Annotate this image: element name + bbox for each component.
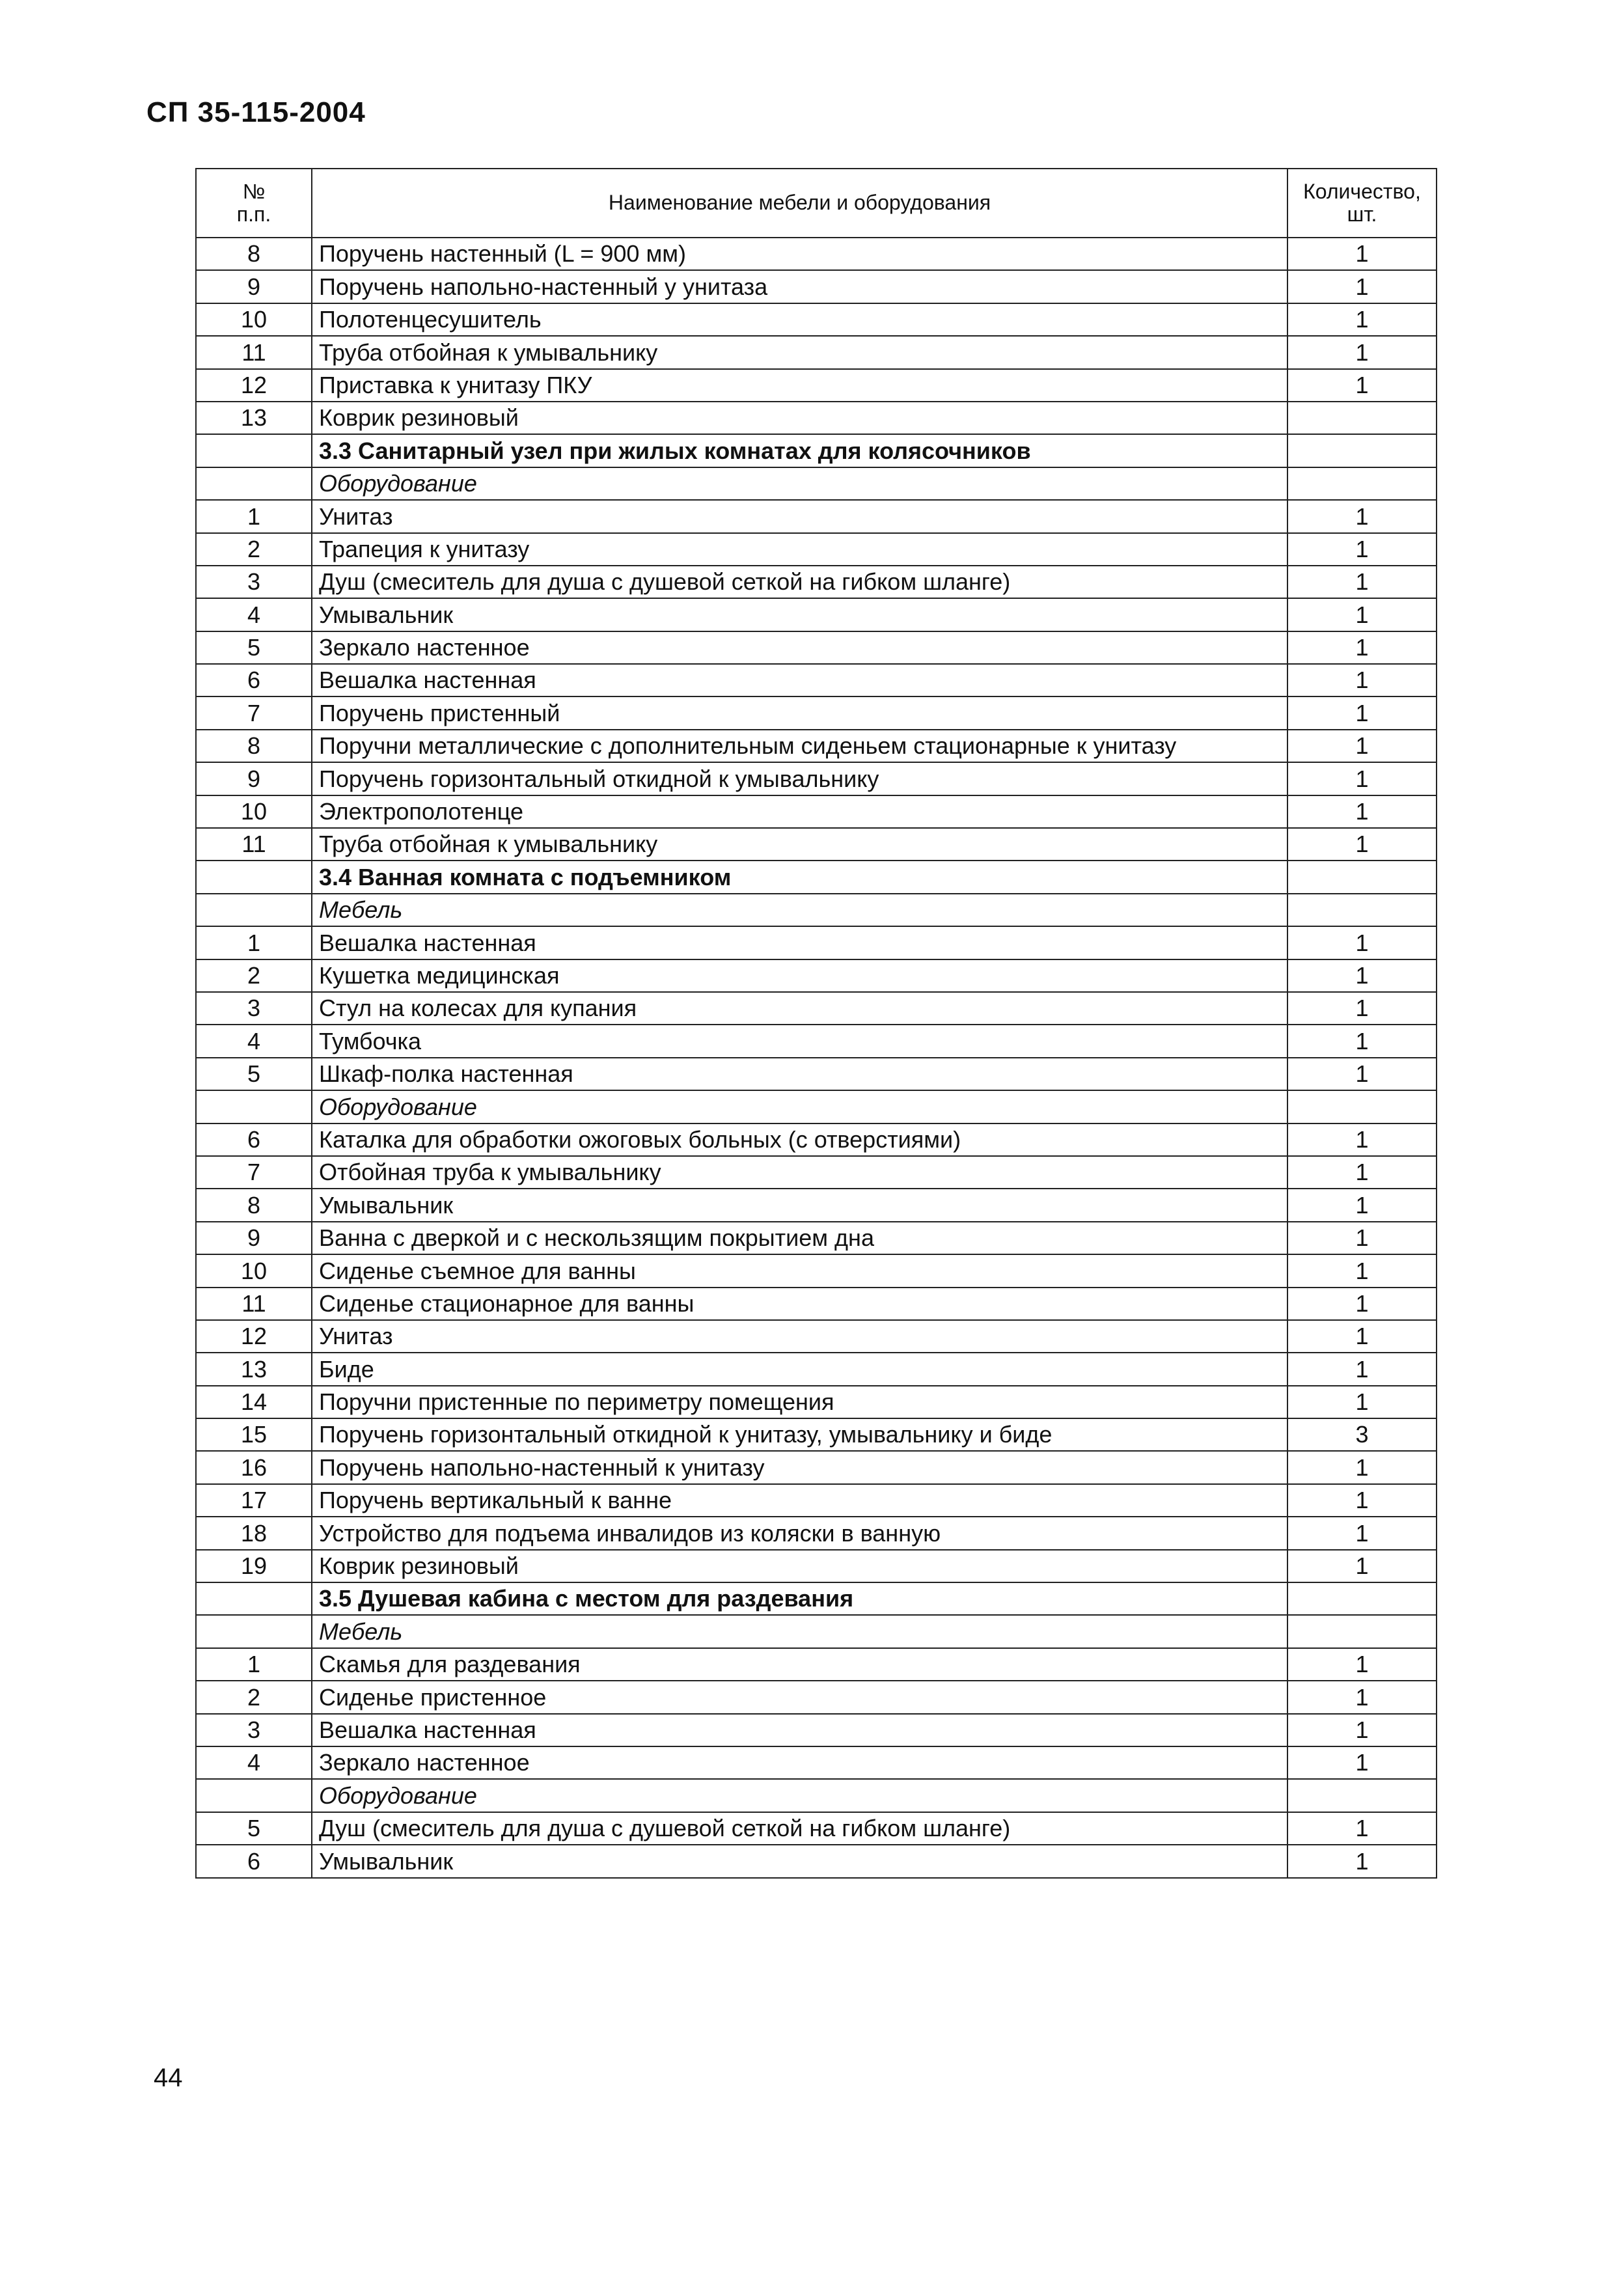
row-number-cell: 8: [196, 730, 312, 762]
row-number-cell: 10: [196, 303, 312, 336]
row-number-cell: 19: [196, 1550, 312, 1582]
row-number-cell: 9: [196, 1222, 312, 1254]
row-number-cell: 6: [196, 1845, 312, 1877]
table-row: [196, 1681, 1437, 1713]
row-number-cell: 6: [196, 664, 312, 696]
row-number-cell: 15: [196, 1418, 312, 1451]
row-number-cell: 10: [196, 1254, 312, 1287]
item-name-cell: Сиденье пристенное: [312, 1681, 1287, 1713]
item-name-cell: Биде: [312, 1353, 1287, 1385]
quantity-cell: 1: [1287, 1812, 1437, 1845]
item-name-cell: Душ (смеситель для душа с душевой сеткой на гибком шланге): [312, 1812, 1287, 1845]
item-name-cell: Поручень напольно-настенный к унитазу: [312, 1451, 1287, 1483]
row-number-cell: [196, 861, 312, 893]
item-name-cell: Оборудование: [312, 1779, 1287, 1812]
table-row: [196, 1714, 1437, 1746]
item-name-cell: Поручни металлические с дополнительным сиденьем стационарные к унитазу: [312, 730, 1287, 762]
item-name-cell: Кушетка медицинская: [312, 959, 1287, 992]
row-number-cell: 7: [196, 1156, 312, 1189]
table-row: [196, 795, 1437, 828]
table-row: [196, 631, 1437, 664]
row-number-cell: 4: [196, 1025, 312, 1057]
item-name-cell: Скамья для раздевания: [312, 1648, 1287, 1681]
page-number: 44: [154, 2063, 183, 2092]
quantity-cell: 1: [1287, 1156, 1437, 1189]
item-name-cell: Коврик резиновый: [312, 402, 1287, 434]
row-number-cell: 18: [196, 1517, 312, 1549]
item-name-cell: Сиденье стационарное для ванны: [312, 1288, 1287, 1320]
quantity-cell: 1: [1287, 992, 1437, 1025]
table-row: [196, 926, 1437, 959]
quantity-cell: 1: [1287, 1681, 1437, 1713]
table-row: [196, 500, 1437, 532]
item-name-cell: Мебель: [312, 894, 1287, 926]
quantity-cell: [1287, 1582, 1437, 1615]
column-header-name: Наименование мебели и оборудования: [312, 169, 1287, 238]
row-number-cell: 9: [196, 270, 312, 303]
item-name-cell: Устройство для подъема инвалидов из коляски в ванную: [312, 1517, 1287, 1549]
quantity-cell: 1: [1287, 1320, 1437, 1353]
item-name-cell: 3.5 Душевая кабина с местом для раздевания: [312, 1582, 1287, 1615]
row-number-cell: [196, 1090, 312, 1123]
item-name-cell: Вешалка настенная: [312, 926, 1287, 959]
table-row: [196, 1058, 1437, 1090]
section-row: [196, 434, 1437, 467]
row-number-cell: 13: [196, 402, 312, 434]
table-row: [196, 533, 1437, 566]
quantity-cell: 1: [1287, 566, 1437, 598]
item-name-cell: Поручни пристенные по периметру помещения: [312, 1386, 1287, 1418]
item-name-cell: Поручень вертикальный к ванне: [312, 1484, 1287, 1517]
table-row: [196, 1517, 1437, 1549]
row-number-cell: 1: [196, 1648, 312, 1681]
table-row: [196, 762, 1437, 795]
table-row: [196, 1812, 1437, 1845]
item-name-cell: Полотенцесушитель: [312, 303, 1287, 336]
table-row: [196, 1320, 1437, 1353]
item-name-cell: Унитаз: [312, 1320, 1287, 1353]
item-name-cell: Оборудование: [312, 467, 1287, 500]
quantity-cell: [1287, 467, 1437, 500]
quantity-cell: 1: [1287, 1058, 1437, 1090]
quantity-cell: 1: [1287, 1123, 1437, 1156]
table-row: [196, 1288, 1437, 1320]
table-row: [196, 1648, 1437, 1681]
quantity-cell: 1: [1287, 1025, 1437, 1057]
subheading-row: [196, 894, 1437, 926]
item-name-cell: Труба отбойная к умывальнику: [312, 336, 1287, 368]
quantity-cell: 1: [1287, 500, 1437, 532]
item-name-cell: Ванна с дверкой и с нескользящим покрытием дна: [312, 1222, 1287, 1254]
item-name-cell: 3.3 Санитарный узел при жилых комнатах для колясочников: [312, 434, 1287, 467]
item-name-cell: Умывальник: [312, 1189, 1287, 1221]
quantity-cell: 1: [1287, 1254, 1437, 1287]
quantity-cell: [1287, 1090, 1437, 1123]
item-name-cell: Мебель: [312, 1615, 1287, 1647]
item-name-cell: Сиденье съемное для ванны: [312, 1254, 1287, 1287]
quantity-cell: 1: [1287, 303, 1437, 336]
quantity-cell: 1: [1287, 762, 1437, 795]
row-number-cell: 17: [196, 1484, 312, 1517]
row-number-cell: 13: [196, 1353, 312, 1385]
subheading-row: [196, 1090, 1437, 1123]
quantity-cell: 1: [1287, 336, 1437, 368]
item-name-cell: Шкаф-полка настенная: [312, 1058, 1287, 1090]
table-row: [196, 1451, 1437, 1483]
row-number-cell: 12: [196, 369, 312, 402]
table-row: [196, 992, 1437, 1025]
table-row: [196, 1353, 1437, 1385]
quantity-cell: 1: [1287, 369, 1437, 402]
quantity-cell: [1287, 861, 1437, 893]
table-row: [196, 1845, 1437, 1877]
item-name-cell: 3.4 Ванная комната с подъемником: [312, 861, 1287, 893]
row-number-cell: 5: [196, 631, 312, 664]
table-body: [196, 238, 1437, 1878]
row-number-cell: 8: [196, 1189, 312, 1221]
item-name-cell: Унитаз: [312, 500, 1287, 532]
quantity-cell: [1287, 1615, 1437, 1647]
item-name-cell: Труба отбойная к умывальнику: [312, 828, 1287, 861]
quantity-cell: 1: [1287, 1189, 1437, 1221]
column-header-quantity: Количество, шт.: [1287, 169, 1437, 238]
quantity-cell: 1: [1287, 270, 1437, 303]
table-row: [196, 336, 1437, 368]
row-number-cell: [196, 1582, 312, 1615]
item-name-cell: Каталка для обработки ожоговых больных (с отверстиями): [312, 1123, 1287, 1156]
item-name-cell: Поручень настенный (L = 900 мм): [312, 238, 1287, 270]
quantity-cell: 1: [1287, 730, 1437, 762]
column-header-number: № п.п.: [196, 169, 312, 238]
furniture-equipment-table: [195, 168, 1437, 1879]
row-number-cell: 2: [196, 1681, 312, 1713]
row-number-cell: [196, 1615, 312, 1647]
quantity-cell: 1: [1287, 959, 1437, 992]
item-name-cell: Зеркало настенное: [312, 1746, 1287, 1779]
item-name-cell: Зеркало настенное: [312, 631, 1287, 664]
item-name-cell: Вешалка настенная: [312, 1714, 1287, 1746]
row-number-cell: [196, 434, 312, 467]
quantity-cell: 1: [1287, 1451, 1437, 1483]
table-row: [196, 566, 1437, 598]
item-name-cell: Поручень пристенный: [312, 696, 1287, 729]
item-name-cell: Поручень горизонтальный откидной к умывальнику: [312, 762, 1287, 795]
table-row: [196, 1025, 1437, 1057]
item-name-cell: Трапеция к унитазу: [312, 533, 1287, 566]
subheading-row: [196, 1779, 1437, 1812]
table-row: [196, 238, 1437, 270]
item-name-cell: Душ (смеситель для душа с душевой сеткой на гибком шланге): [312, 566, 1287, 598]
quantity-cell: [1287, 434, 1437, 467]
row-number-cell: [196, 467, 312, 500]
quantity-cell: 1: [1287, 238, 1437, 270]
quantity-cell: 1: [1287, 1517, 1437, 1549]
item-name-cell: Отбойная труба к умывальнику: [312, 1156, 1287, 1189]
row-number-cell: 6: [196, 1123, 312, 1156]
table-row: [196, 270, 1437, 303]
table-row: [196, 1222, 1437, 1254]
quantity-cell: 1: [1287, 696, 1437, 729]
row-number-cell: 5: [196, 1058, 312, 1090]
table-header-row: [196, 169, 1437, 238]
item-name-cell: Приставка к унитазу ПКУ: [312, 369, 1287, 402]
quantity-cell: 3: [1287, 1418, 1437, 1451]
quantity-cell: [1287, 894, 1437, 926]
row-number-cell: 3: [196, 566, 312, 598]
table-row: [196, 303, 1437, 336]
row-number-cell: 4: [196, 598, 312, 631]
row-number-cell: 1: [196, 500, 312, 532]
item-name-cell: Умывальник: [312, 1845, 1287, 1877]
quantity-cell: 1: [1287, 1845, 1437, 1877]
row-number-cell: 4: [196, 1746, 312, 1779]
quantity-cell: [1287, 402, 1437, 434]
table-row: [196, 828, 1437, 861]
item-name-cell: Вешалка настенная: [312, 664, 1287, 696]
table-row: [196, 402, 1437, 434]
quantity-cell: 1: [1287, 828, 1437, 861]
table-row: [196, 959, 1437, 992]
item-name-cell: Электрополотенце: [312, 795, 1287, 828]
quantity-cell: [1287, 1779, 1437, 1812]
subheading-row: [196, 467, 1437, 500]
quantity-cell: 1: [1287, 1288, 1437, 1320]
row-number-cell: 3: [196, 1714, 312, 1746]
row-number-cell: 11: [196, 1288, 312, 1320]
row-number-cell: 10: [196, 795, 312, 828]
table-row: [196, 664, 1437, 696]
quantity-cell: 1: [1287, 533, 1437, 566]
table-row: [196, 1254, 1437, 1287]
row-number-cell: 2: [196, 959, 312, 992]
row-number-cell: [196, 894, 312, 926]
row-number-cell: 14: [196, 1386, 312, 1418]
item-name-cell: Поручень напольно-настенный у унитаза: [312, 270, 1287, 303]
table-row: [196, 1123, 1437, 1156]
document-code: СП 35-115-2004: [146, 96, 366, 128]
table-row: [196, 1189, 1437, 1221]
row-number-cell: 2: [196, 533, 312, 566]
row-number-cell: 11: [196, 336, 312, 368]
table-row: [196, 1746, 1437, 1779]
row-number-cell: 16: [196, 1451, 312, 1483]
subheading-row: [196, 1615, 1437, 1647]
item-name-cell: Коврик резиновый: [312, 1550, 1287, 1582]
quantity-cell: 1: [1287, 1550, 1437, 1582]
quantity-cell: 1: [1287, 1222, 1437, 1254]
section-row: [196, 1582, 1437, 1615]
quantity-cell: 1: [1287, 664, 1437, 696]
table-row: [196, 730, 1437, 762]
quantity-cell: 1: [1287, 926, 1437, 959]
item-name-cell: Умывальник: [312, 598, 1287, 631]
table-row: [196, 598, 1437, 631]
quantity-cell: 1: [1287, 1353, 1437, 1385]
row-number-cell: 8: [196, 238, 312, 270]
table-row: [196, 696, 1437, 729]
quantity-cell: 1: [1287, 1714, 1437, 1746]
row-number-cell: 11: [196, 828, 312, 861]
row-number-cell: 7: [196, 696, 312, 729]
quantity-cell: 1: [1287, 795, 1437, 828]
item-name-cell: Поручень горизонтальный откидной к унитазу, умывальнику и биде: [312, 1418, 1287, 1451]
table-row: [196, 369, 1437, 402]
row-number-cell: 5: [196, 1812, 312, 1845]
quantity-cell: 1: [1287, 631, 1437, 664]
table-row: [196, 1484, 1437, 1517]
section-row: [196, 861, 1437, 893]
item-name-cell: Тумбочка: [312, 1025, 1287, 1057]
quantity-cell: 1: [1287, 1484, 1437, 1517]
item-name-cell: Стул на колесах для купания: [312, 992, 1287, 1025]
table-row: [196, 1550, 1437, 1582]
row-number-cell: 1: [196, 926, 312, 959]
item-name-cell: Оборудование: [312, 1090, 1287, 1123]
quantity-cell: 1: [1287, 1648, 1437, 1681]
row-number-cell: 9: [196, 762, 312, 795]
quantity-cell: 1: [1287, 598, 1437, 631]
row-number-cell: [196, 1779, 312, 1812]
quantity-cell: 1: [1287, 1386, 1437, 1418]
row-number-cell: 12: [196, 1320, 312, 1353]
table-row: [196, 1418, 1437, 1451]
table-row: [196, 1156, 1437, 1189]
quantity-cell: 1: [1287, 1746, 1437, 1779]
table-row: [196, 1386, 1437, 1418]
row-number-cell: 3: [196, 992, 312, 1025]
